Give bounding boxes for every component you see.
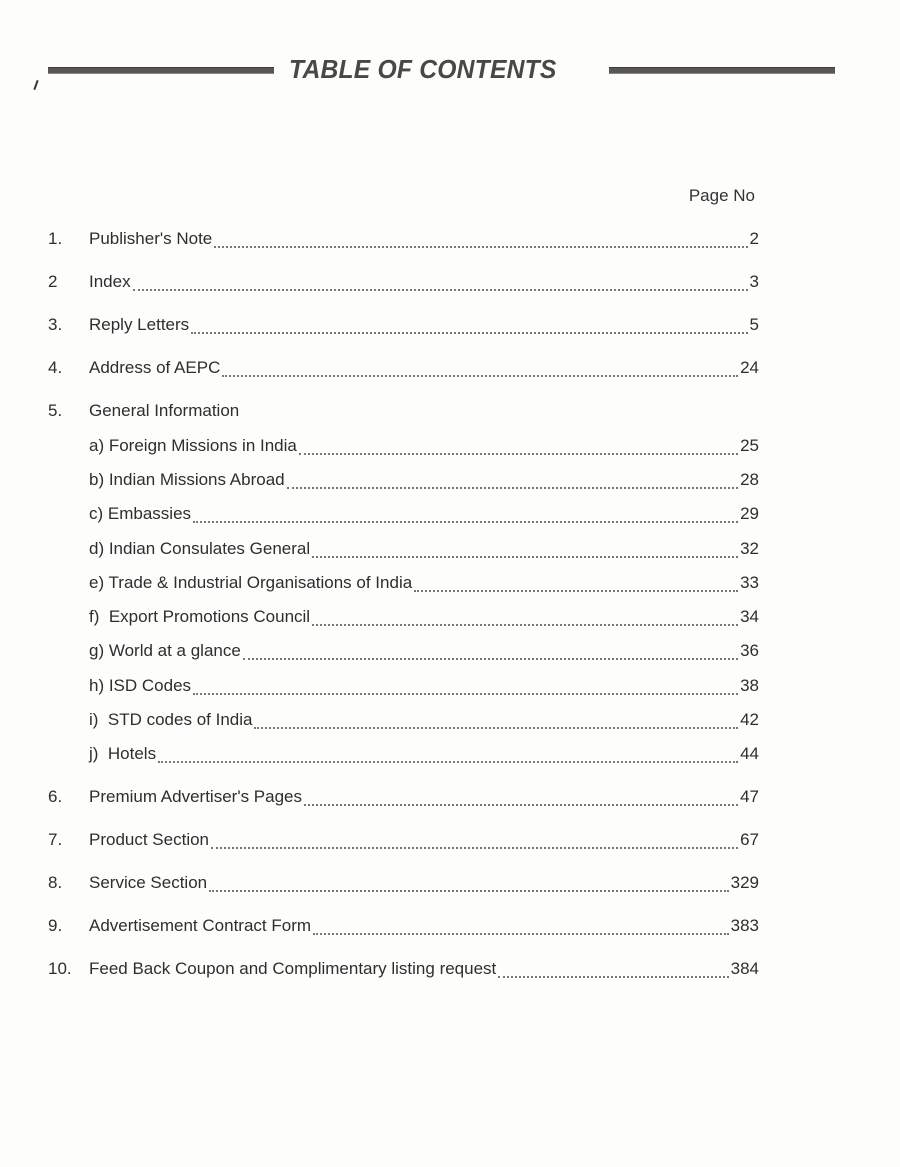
subentry-page: 29: [740, 504, 759, 523]
toc-subentry-consulates-general[interactable]: [89, 539, 759, 563]
entry-page: 3: [749, 272, 759, 291]
title-rule-left: [48, 67, 274, 74]
entry-label: Service Section: [89, 873, 208, 892]
toc-entry-premium-advertisers[interactable]: [48, 787, 759, 811]
subentry-label: g) World at a glance: [89, 641, 241, 660]
toc-subentry-export-promotions-council[interactable]: [89, 607, 759, 631]
toc-entry-feedback-coupon[interactable]: [48, 959, 759, 983]
entry-label: Premium Advertiser's Pages: [89, 787, 302, 806]
stray-pen-mark: [33, 80, 38, 90]
dot-leader: [214, 246, 747, 248]
dot-leader: [498, 976, 728, 978]
toc-subentry-embassies[interactable]: [89, 504, 759, 528]
toc-subentry-std-codes[interactable]: [89, 710, 759, 734]
subentry-label: c) Embassies: [89, 504, 192, 523]
page-no-column-label: Page No: [688, 186, 755, 205]
dot-leader: [191, 332, 747, 334]
toc-subentry-foreign-missions[interactable]: [89, 436, 759, 460]
entry-page: 2: [749, 229, 759, 248]
entry-number: 7.: [48, 830, 63, 849]
subentry-page: 33: [740, 573, 759, 592]
subentry-label: i) STD codes of India: [89, 710, 253, 729]
dot-leader: [243, 658, 738, 660]
toc-entry-address-of-aepc[interactable]: [48, 358, 759, 382]
toc-entry-advertisement-contract-form[interactable]: [48, 916, 759, 940]
dot-leader: [133, 289, 748, 291]
subentry-page: 38: [740, 676, 759, 695]
dot-leader: [209, 890, 729, 892]
dot-leader: [193, 521, 738, 523]
subentry-label: e) Trade & Industrial Organisations of India: [89, 573, 413, 592]
toc-entry-publishers-note[interactable]: [48, 229, 759, 253]
subentry-page: 34: [740, 607, 759, 626]
entry-label: Publisher's Note: [89, 229, 213, 248]
entry-number: 8.: [48, 873, 63, 892]
subentry-page: 32: [740, 539, 759, 558]
dot-leader: [193, 693, 738, 695]
subentry-label: b) Indian Missions Abroad: [89, 470, 285, 489]
toc-subentry-isd-codes[interactable]: [89, 676, 759, 700]
dot-leader: [312, 556, 738, 558]
title-rule-right: [609, 67, 835, 74]
entry-number: 3.: [48, 315, 63, 334]
entry-page: 383: [730, 916, 759, 935]
subentry-label: d) Indian Consulates General: [89, 539, 311, 558]
dot-leader: [312, 624, 738, 626]
subentry-label: j) Hotels: [89, 744, 157, 763]
subentry-page: 44: [740, 744, 759, 763]
dot-leader: [222, 375, 738, 377]
dot-leader: [254, 727, 738, 729]
entry-page: 24: [740, 358, 759, 377]
entry-page: 67: [740, 830, 759, 849]
entry-label: Index: [89, 272, 131, 291]
entry-label: Reply Letters: [89, 315, 190, 334]
entry-label: Address of AEPC: [89, 358, 221, 377]
subentry-label: f) Export Promotions Council: [89, 607, 311, 626]
toc-entry-reply-letters[interactable]: [48, 315, 759, 339]
entry-label: Feed Back Coupon and Complimentary listing request: [89, 959, 497, 978]
dot-leader: [299, 453, 738, 455]
entry-label: General Information: [89, 401, 240, 420]
subentry-page: 28: [740, 470, 759, 489]
subentry-page: 42: [740, 710, 759, 729]
toc-entry-index[interactable]: [48, 272, 759, 296]
toc-subentry-trade-organisations[interactable]: [89, 573, 759, 597]
dot-leader: [287, 487, 738, 489]
toc-entry-service-section[interactable]: [48, 873, 759, 897]
entry-label: Product Section: [89, 830, 210, 849]
toc-subentry-hotels[interactable]: [89, 744, 759, 768]
toc-subentry-indian-missions-abroad[interactable]: [89, 470, 759, 494]
entry-page: 329: [730, 873, 759, 892]
dot-leader: [211, 847, 738, 849]
entry-number: 6.: [48, 787, 63, 806]
subentry-label: h) ISD Codes: [89, 676, 192, 695]
entry-number: 1.: [48, 229, 63, 248]
subentry-label: a) Foreign Missions in India: [89, 436, 297, 455]
subentry-page: 25: [740, 436, 759, 455]
entry-number: 2: [48, 272, 58, 291]
toc-entry-product-section[interactable]: [48, 830, 759, 854]
title-banner: [48, 52, 835, 86]
entry-number: 9.: [48, 916, 63, 935]
dot-leader: [158, 761, 738, 763]
toc-entry-general-information[interactable]: [48, 401, 759, 425]
entry-page: 5: [749, 315, 759, 334]
dot-leader: [304, 804, 738, 806]
entry-page: 384: [730, 959, 759, 978]
entry-number: 4.: [48, 358, 63, 377]
dot-leader: [414, 590, 738, 592]
entry-number: 5.: [48, 401, 63, 420]
dot-leader: [313, 933, 729, 935]
entry-page: 47: [740, 787, 759, 806]
entry-number: 10.: [48, 959, 72, 978]
entry-label: Advertisement Contract Form: [89, 916, 312, 935]
page-title: TABLE OF CONTENTS: [289, 53, 557, 84]
subentry-page: 36: [740, 641, 759, 660]
toc-subentry-world-at-a-glance[interactable]: [89, 641, 759, 665]
